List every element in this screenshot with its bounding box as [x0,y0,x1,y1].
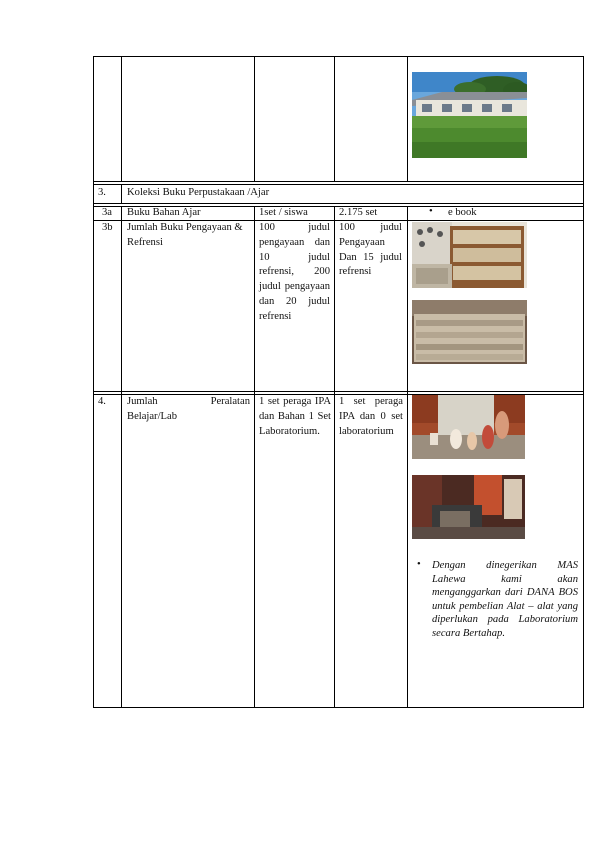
actual-value: 1 set peraga IPA dan 0 set laboratorium [339,396,403,437]
table-rule [121,184,122,204]
book-stack-photo [412,300,527,364]
bookshelf-photo [412,222,527,288]
table-rule [254,56,255,182]
table-rule [121,206,122,708]
note-text: e book [448,207,477,218]
bullet-icon: • [417,559,421,570]
section-title: Koleksi Buku Perpustakaan /Ajar [127,187,270,198]
table-rule [583,56,584,708]
row-number: 3b [102,222,113,233]
standard-value: 100 judul pengayaan dan 10 judul refrensi, 200 judul pengayaan dan 20 judul refrensi [259,222,330,322]
table-rule [334,206,335,708]
standard-value: 1 set peraga IPA dan Bahan 1 Set Laboratorium. [259,396,331,437]
table-rule [93,56,584,57]
table-rule [121,56,122,182]
row-number: 4. [98,396,106,407]
item-label: Jumlah Buku Pengayaan & Refrensi [127,222,243,248]
facility-table [93,56,584,708]
item-label: Buku Bahan Ajar [127,207,201,218]
table-rule [93,184,584,185]
bullet-icon: • [429,206,433,217]
actual-value: 100 judul Pengayaan Dan 15 judul refrensi [339,222,402,278]
note-text: Dengan dinegerikan MAS Lahewa kami akan menganggarkan dari DANA BOS untuk pembelian Alat – alat yang diperlukan pada Laboratorium secara Bertahap. [432,560,578,639]
table-rule [407,56,408,182]
row-number: 3. [98,187,106,198]
standard-value: 1set / siswa [259,207,308,218]
row-number: 3a [102,207,112,218]
actual-value: 2.175 set [339,207,378,218]
lab-equipment-photo [412,395,525,459]
table-rule [93,56,94,708]
table-rule [93,181,584,182]
table-rule [93,391,584,392]
item-label: Jumlah Peralatan Belajar/Lab [127,396,250,422]
table-rule [93,707,584,708]
table-rule [334,56,335,182]
table-rule [254,206,255,708]
lab-room-photo [412,475,525,539]
table-rule [93,203,584,204]
table-rule [407,206,408,708]
school-building-photo [412,72,527,158]
